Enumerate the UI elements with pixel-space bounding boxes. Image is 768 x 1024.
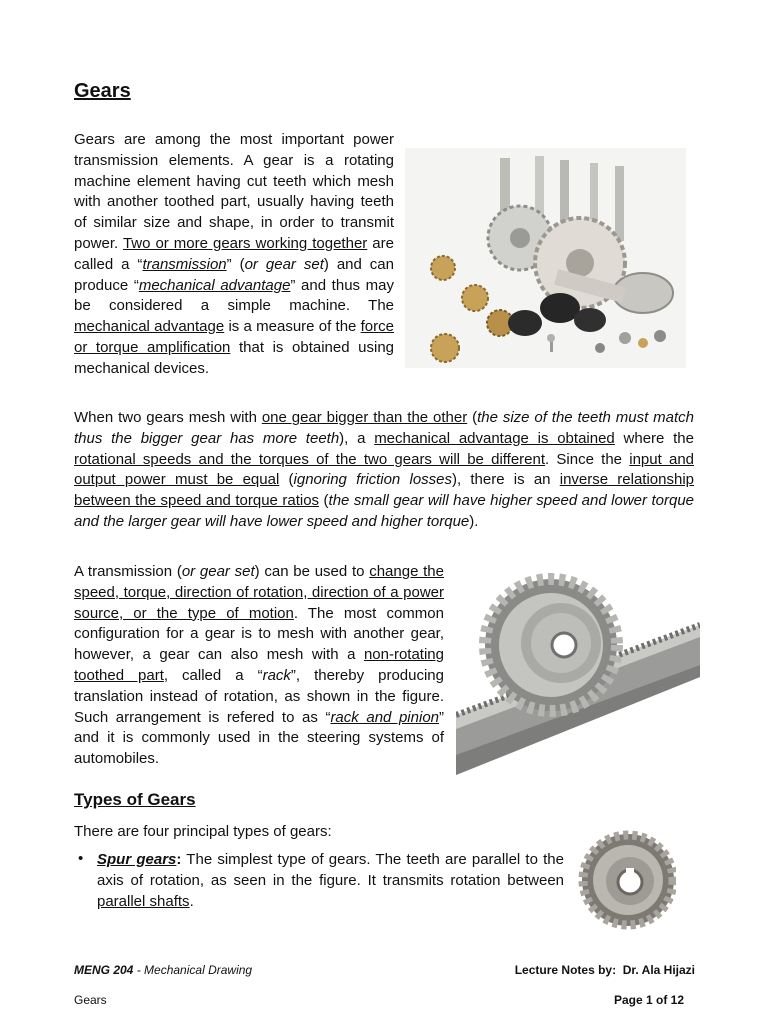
text-run: ), there is an — [452, 471, 560, 489]
text-run: When two gears mesh with — [74, 409, 262, 426]
text-run: are called a “ — [74, 234, 394, 273]
rack-and-pinion-illustration — [456, 565, 700, 779]
types-intro-text: There are four principal types of gears: — [74, 823, 332, 840]
underlined-text: one gear bigger than the other — [261, 409, 468, 426]
underlined-text: rotational speeds and the torques of the two gears will be different — [74, 450, 546, 468]
text-run: ), a — [339, 429, 375, 447]
spur-gears-item — [97, 850, 564, 912]
underlined-text: transmission — [142, 255, 227, 273]
footer-course — [74, 963, 252, 977]
page-title: Gears — [74, 80, 131, 102]
spur-gear-illustration — [578, 826, 676, 932]
underlined-text: inverse relationship between the speed and torque ratios — [74, 471, 695, 510]
underlined-text: parallel shafts — [97, 892, 190, 910]
text-run: - — [133, 963, 145, 977]
underlined-text: force or torque amplification — [74, 318, 394, 356]
underlined-text: Two or more gears working together — [122, 234, 368, 252]
course-name: Mechanical Drawing — [144, 963, 253, 977]
course-code: MENG 204 — [74, 963, 134, 977]
spur-gears-label: Spur gears — [97, 851, 177, 868]
italic-text: the size of the teeth must match thus the bigger gear has more teeth — [74, 409, 694, 447]
bullet-icon: • — [78, 850, 84, 867]
underlined-text: rack and pinion — [330, 708, 439, 726]
text-run: ( — [279, 471, 294, 489]
text-run: ) and can produce “ — [74, 255, 394, 294]
text-run: A transmission ( — [74, 563, 182, 580]
italic-text: or gear set — [181, 563, 255, 580]
rack-and-pinion-image — [456, 565, 700, 779]
text-run: The simplest type of gears. The teeth are parallel to the axis of rotation, as seen in the figure. It transmits rotation between — [97, 851, 564, 889]
gear-assortment-illustration — [405, 148, 686, 368]
text-run: is a measure of the — [224, 318, 361, 336]
footer-author — [515, 963, 695, 977]
spur-gear-image — [578, 826, 676, 932]
text-run: . — [189, 892, 194, 910]
underlined-text: non-rotating toothed part — [74, 646, 444, 684]
footer-topic: Gears — [74, 993, 107, 1007]
underlined-text: mechanical advantage — [74, 318, 225, 336]
text-run: ” ( — [226, 255, 245, 273]
text-run: that is obtained using mechanical devices. — [74, 338, 394, 377]
text-run: where the — [614, 429, 694, 447]
text-run: ” and thus may be considered a simple machine. The — [74, 276, 394, 315]
lecture-notes-label: Lecture Notes by: — [514, 963, 617, 977]
text-run: ( — [319, 492, 329, 510]
italic-text: rack — [262, 666, 291, 684]
author-name: Dr. Ala Hijazi — [622, 963, 695, 977]
paragraph-intro — [74, 130, 394, 380]
italic-text: ignoring friction losses — [293, 471, 453, 489]
text-run: . The most common configuration for a gear is to mesh with another gear, however, a gear can also mesh with a — [74, 604, 444, 664]
underlined-text: input and output power must be equal — [74, 450, 695, 489]
text-run: . Since the — [545, 450, 630, 468]
page-number: Page 1 of 12 — [613, 993, 684, 1007]
section-heading-types-of-gears: Types of Gears — [74, 790, 196, 809]
italic-text: or gear set — [244, 255, 324, 273]
text-run: : — [176, 851, 182, 868]
text-run: ”, thereby producing translation instead of rotation, as shown in the figure. Such arrangement is refered to as “ — [74, 666, 444, 726]
text-run: , called a “ — [163, 666, 263, 684]
underlined-text: change the speed, torque, direction of rotation, direction of a power source, or the type of motion — [74, 563, 444, 622]
gear-assortment-image — [405, 148, 686, 368]
text-run: ) can be used to — [254, 563, 370, 580]
text-run: ( — [467, 409, 478, 426]
text-run: ). — [469, 512, 479, 530]
text-run: Gears are among the most important power transmission elements. A gear is a rotating machine element having cut teeth which mesh with another toothed part, usually having teeth of similar size and shape, in order to transmit power. — [74, 131, 394, 252]
italic-text: the small gear will have higher speed and lower torque and the larger gear will have lower speed and higher torque — [74, 492, 694, 530]
paragraph-mechanical-advantage — [74, 408, 694, 533]
underlined-text: mechanical advantage is obtained — [374, 429, 615, 447]
underlined-text: mechanical advantage — [138, 276, 291, 294]
text-run: ” and it is commonly used in the steering systems of automobiles. — [74, 708, 444, 768]
paragraph-rack-and-pinion — [74, 562, 444, 770]
